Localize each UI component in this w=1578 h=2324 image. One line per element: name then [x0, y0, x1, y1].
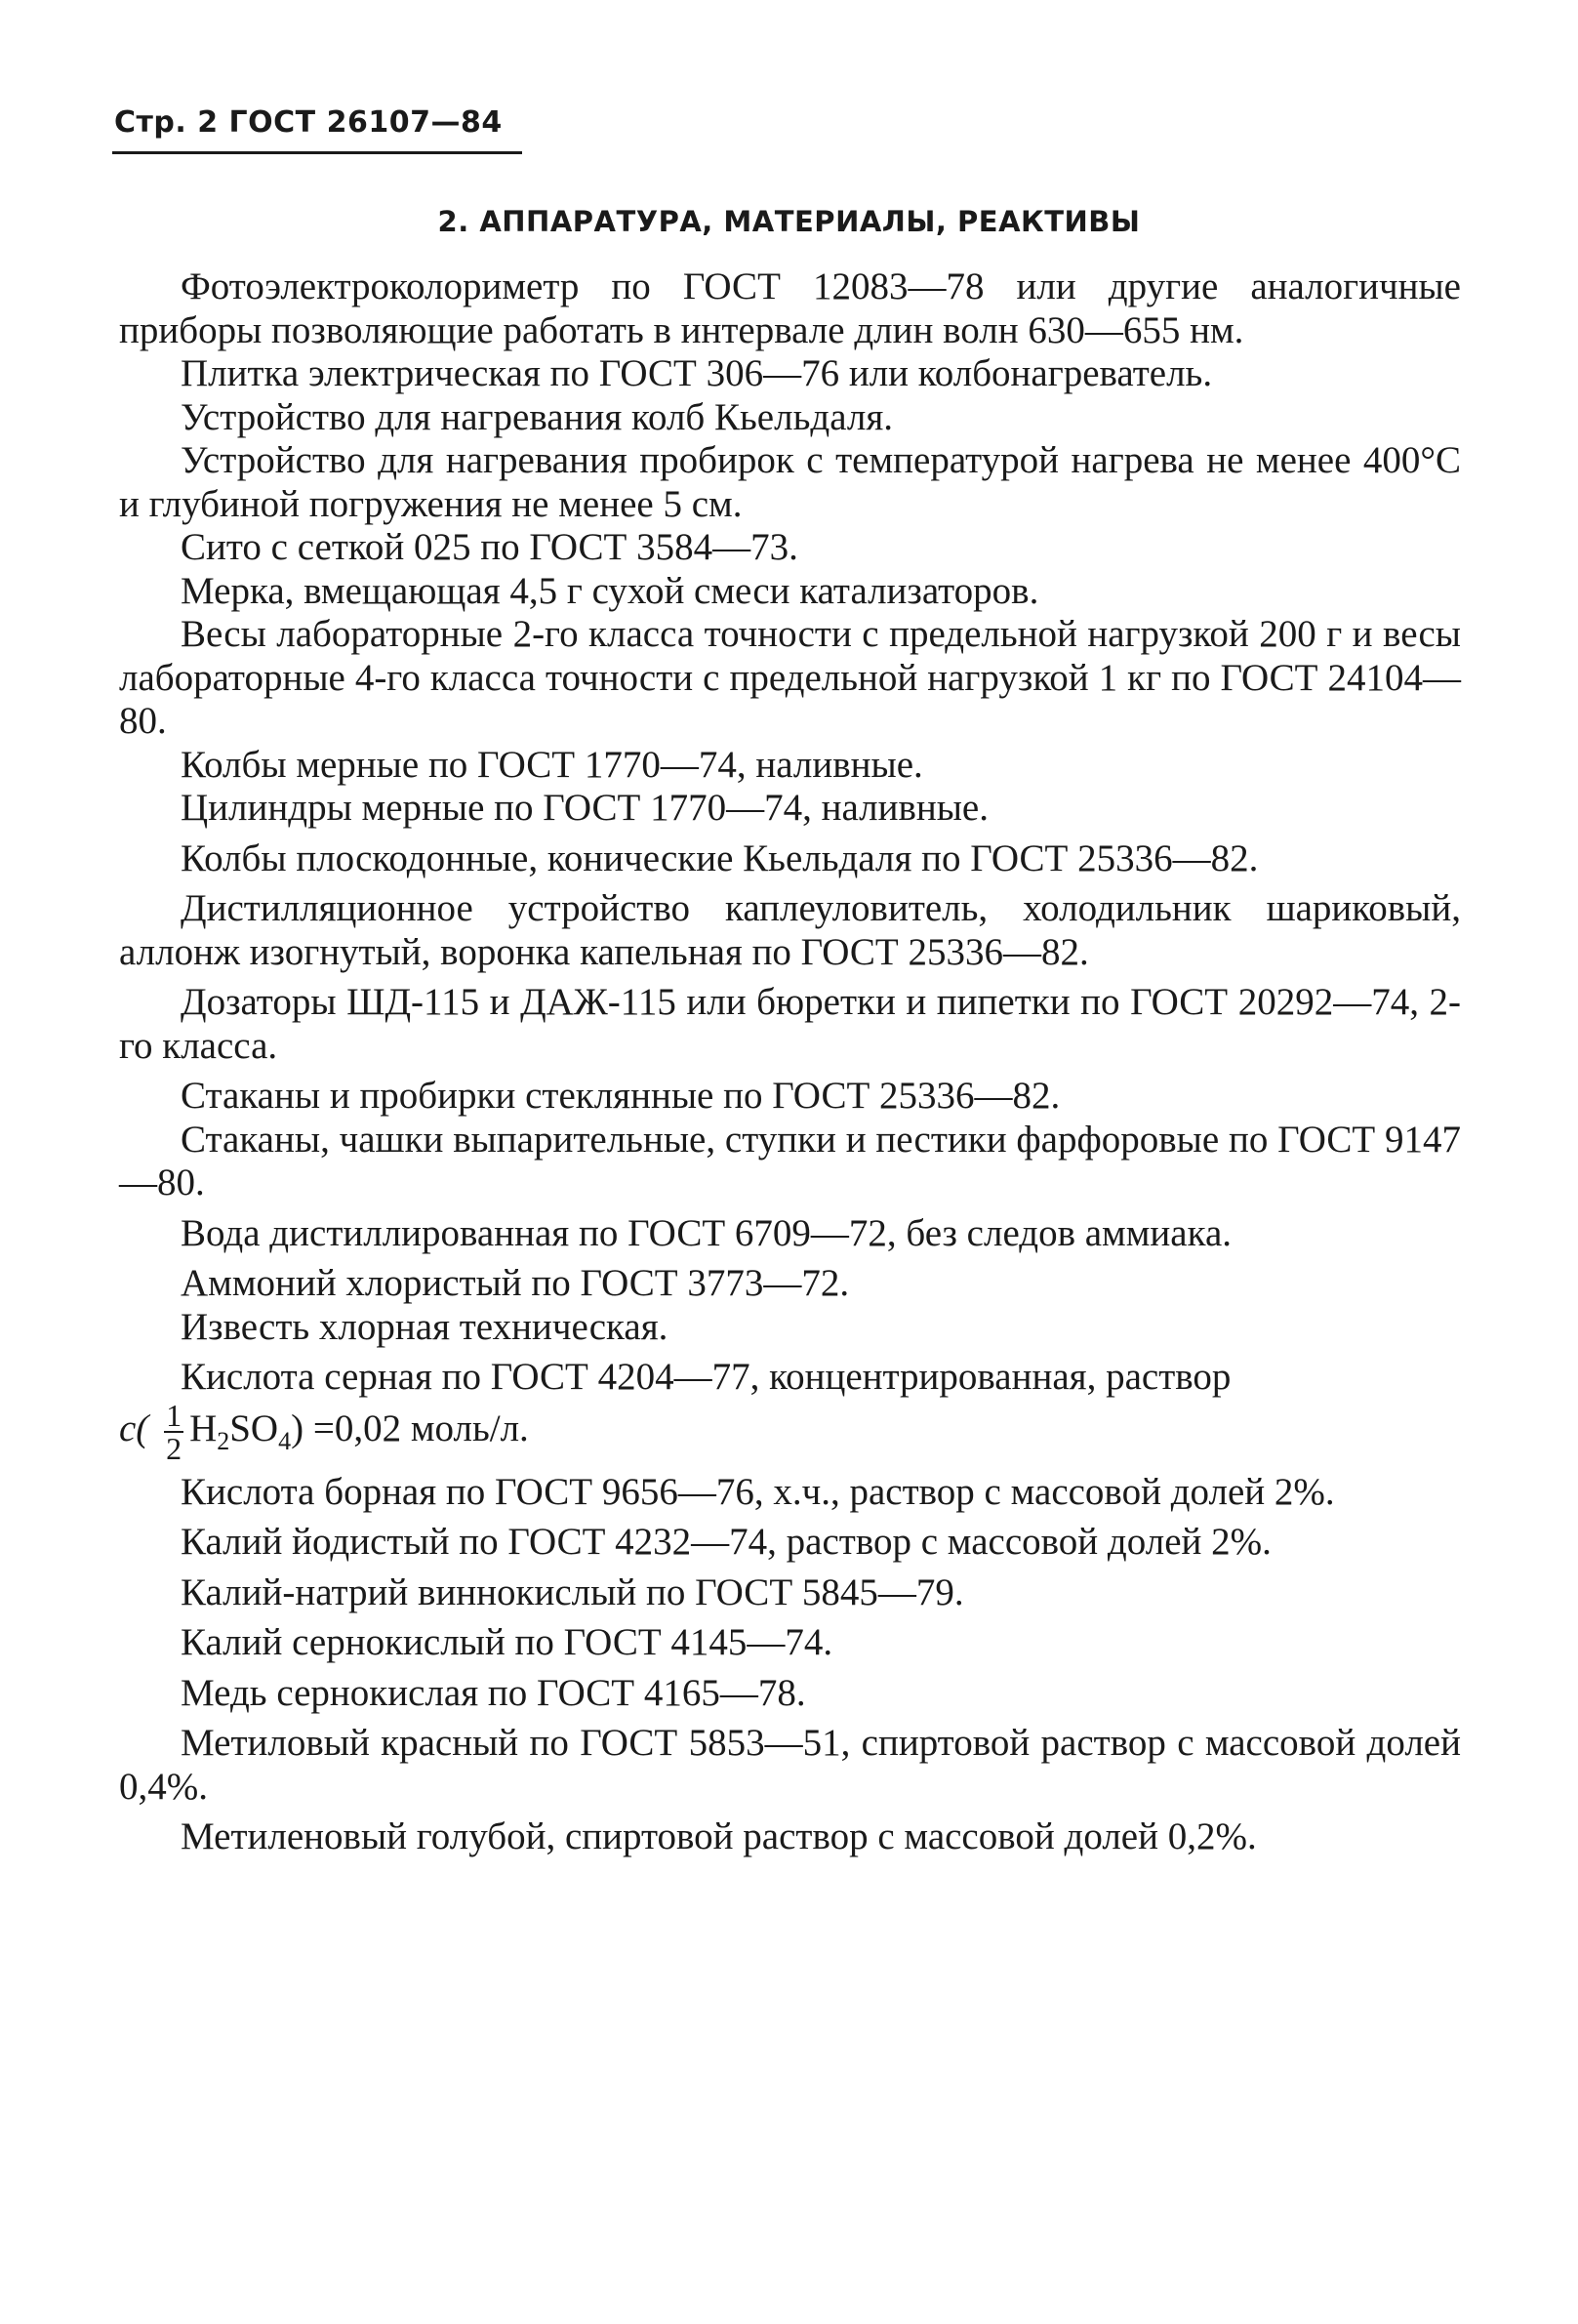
section-title: 2. АППАРАТУРА, МАТЕРИАЛЫ, РЕАКТИВЫ — [437, 205, 1141, 238]
paragraph: Колбы мерные по ГОСТ 1770—74, наливные. — [181, 743, 923, 786]
paragraph: Аммоний хлористый по ГОСТ 3773—72. — [181, 1262, 850, 1304]
fraction-denominator: 2 — [166, 1430, 182, 1466]
paragraph: Медь сернокислая по ГОСТ 4165—78. — [181, 1671, 806, 1714]
paragraph: Фотоэлектроколориметр по ГОСТ 12083—78 или другие аналогичные приборы позволяющие работать в интервале длин волн 630—655 нм. — [119, 265, 1461, 351]
compound-b: SO — [229, 1407, 279, 1449]
formula-prefix: c( — [119, 1407, 149, 1449]
header-rule — [112, 151, 522, 154]
paragraph: Цилиндры мерные по ГОСТ 1770—74, наливные. — [181, 787, 989, 829]
paragraph: Дозаторы ШД-115 и ДАЖ-115 или бюретки и пипетки по ГОСТ 20292—74, 2-го класса. — [119, 981, 1461, 1067]
subscript-a: 2 — [217, 1426, 230, 1455]
formula-fraction — [164, 1397, 183, 1466]
paragraph: Устройство для нагревания колб Кьельдаля. — [181, 395, 894, 438]
formula-suffix: ) =0,02 моль/л. — [291, 1407, 529, 1449]
formula-line — [119, 1397, 1461, 1466]
paragraph: Метиленовый голубой, спиртовой раствор с массовой долей 0,2%. — [181, 1815, 1257, 1857]
paragraph: Калий сернокислый по ГОСТ 4145—74. — [181, 1621, 833, 1663]
paragraph: Мерка, вмещающая 4,5 г сухой смеси катализаторов. — [181, 569, 1039, 612]
paragraph: Стаканы, чашки выпарительные, ступки и пестики фарфоровые по ГОСТ 9147—80. — [119, 1118, 1461, 1203]
paragraph: Колбы плоскодонные, конические Кьельдаля по ГОСТ 25336—82. — [181, 836, 1259, 879]
page-header — [114, 105, 503, 140]
page-label: Стр. 2 — [114, 105, 219, 140]
subscript-b: 4 — [278, 1426, 292, 1455]
paragraph: Известь хлорная техническая. — [181, 1305, 668, 1348]
paragraph: Стаканы и пробирки стеклянные по ГОСТ 25336—82. — [181, 1075, 1061, 1117]
paragraph: Вода дистиллированная по ГОСТ 6709—72, без следов аммиака. — [181, 1211, 1233, 1254]
body-text — [119, 265, 1461, 1859]
paragraph: Дистилляционное устройство каплеуловитель, холодильник шариковый, аллонж изогнутый, воронка капельная по ГОСТ 25336—82. — [119, 887, 1461, 973]
paragraph: Кислота борная по ГОСТ 9656—76, х.ч., раствор с массовой долей 2%. — [181, 1470, 1335, 1513]
paragraph: Сито с сеткой 025 по ГОСТ 3584—73. — [181, 526, 798, 568]
compound-a: H — [189, 1407, 218, 1449]
doc-code: ГОСТ 26107—84 — [228, 105, 503, 140]
paragraph: Калий йодистый по ГОСТ 4232—74, раствор с массовой долей 2%. — [181, 1521, 1272, 1563]
paragraph: Весы лабораторные 2-го класса точности с предельной нагрузкой 200 г и весы лабораторные 4-го класса точности с предельной нагрузкой 1 кг по ГОСТ 24104—80. — [119, 613, 1461, 742]
paragraph: Устройство для нагревания пробирок с температурой нагрева не менее 400°С и глубиной погружения не менее 5 см. — [119, 439, 1461, 525]
paragraph: Кислота серная по ГОСТ 4204—77, концентрированная, раствор — [181, 1356, 1232, 1398]
paragraph: Плитка электрическая по ГОСТ 306—76 или колбонагреватель. — [181, 352, 1213, 394]
fraction-numerator: 1 — [166, 1397, 182, 1433]
paragraph: Метиловый красный по ГОСТ 5853—51, спиртовой раствор с массовой долей 0,4%. — [119, 1722, 1461, 1808]
paragraph: Калий-натрий виннокислый по ГОСТ 5845—79. — [181, 1570, 964, 1613]
